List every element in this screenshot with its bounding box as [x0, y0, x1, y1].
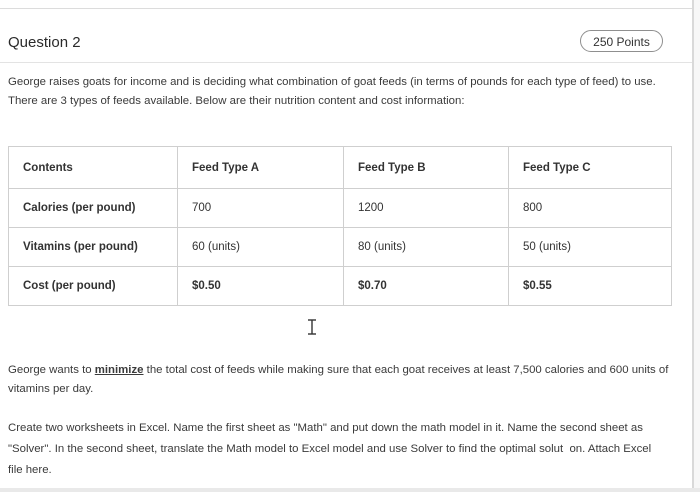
- header-feed-c: Feed Type C: [509, 147, 672, 189]
- task-text: Create two worksheets in Excel. Name the first sheet as "Math" and put down the math model in it. Name the second sheet as "Solver". In the second sheet, translate the Math model to Excel model and use Solver to find the optimal solut on. Attach Excel file here.: [8, 422, 652, 476]
- points-badge: 250 Points: [580, 30, 663, 52]
- cell-feed-b: 1200: [344, 189, 509, 228]
- header-feed-b: Feed Type B: [344, 147, 509, 189]
- text-cursor-icon: [305, 318, 319, 336]
- goal-post: the total cost of feeds while making sure that each goat receives at least 7,500 calories and 600 units of vitamins per day.: [8, 364, 669, 395]
- cell-feed-c: 50 (units): [509, 228, 672, 267]
- header-divider: [0, 62, 692, 63]
- goal-text: [8, 361, 688, 399]
- table-row: [9, 228, 672, 267]
- goal-pre: George wants to: [8, 364, 95, 376]
- cell-feed-c: $0.55: [509, 267, 672, 306]
- row-label: Vitamins (per pound): [9, 228, 178, 267]
- header-feed-a: Feed Type A: [178, 147, 344, 189]
- cell-feed-b: $0.70: [344, 267, 509, 306]
- header-contents: Contents: [9, 147, 178, 189]
- cell-feed-a: 700: [178, 189, 344, 228]
- row-label: Cost (per pound): [9, 267, 178, 306]
- feed-table: [8, 146, 672, 306]
- table-row: [9, 267, 672, 306]
- goal-emphasis: minimize: [94, 364, 144, 376]
- top-divider: [0, 8, 692, 9]
- cell-feed-a: 60 (units): [178, 228, 344, 267]
- row-label: Calories (per pound): [9, 189, 178, 228]
- table-row: [9, 189, 672, 228]
- cell-feed-c: 800: [509, 189, 672, 228]
- cell-feed-b: 80 (units): [344, 228, 509, 267]
- question-title: Question 2: [8, 34, 81, 51]
- bottom-divider: [0, 488, 700, 492]
- cell-feed-a: $0.50: [178, 267, 344, 306]
- table-header-row: [9, 147, 672, 189]
- question-intro: George raises goats for income and is deciding what combination of goat feeds (in terms of pounds for each type of feed) to use. There are 3 types of feeds available. Below are their nutrition content and cost information:: [8, 76, 656, 107]
